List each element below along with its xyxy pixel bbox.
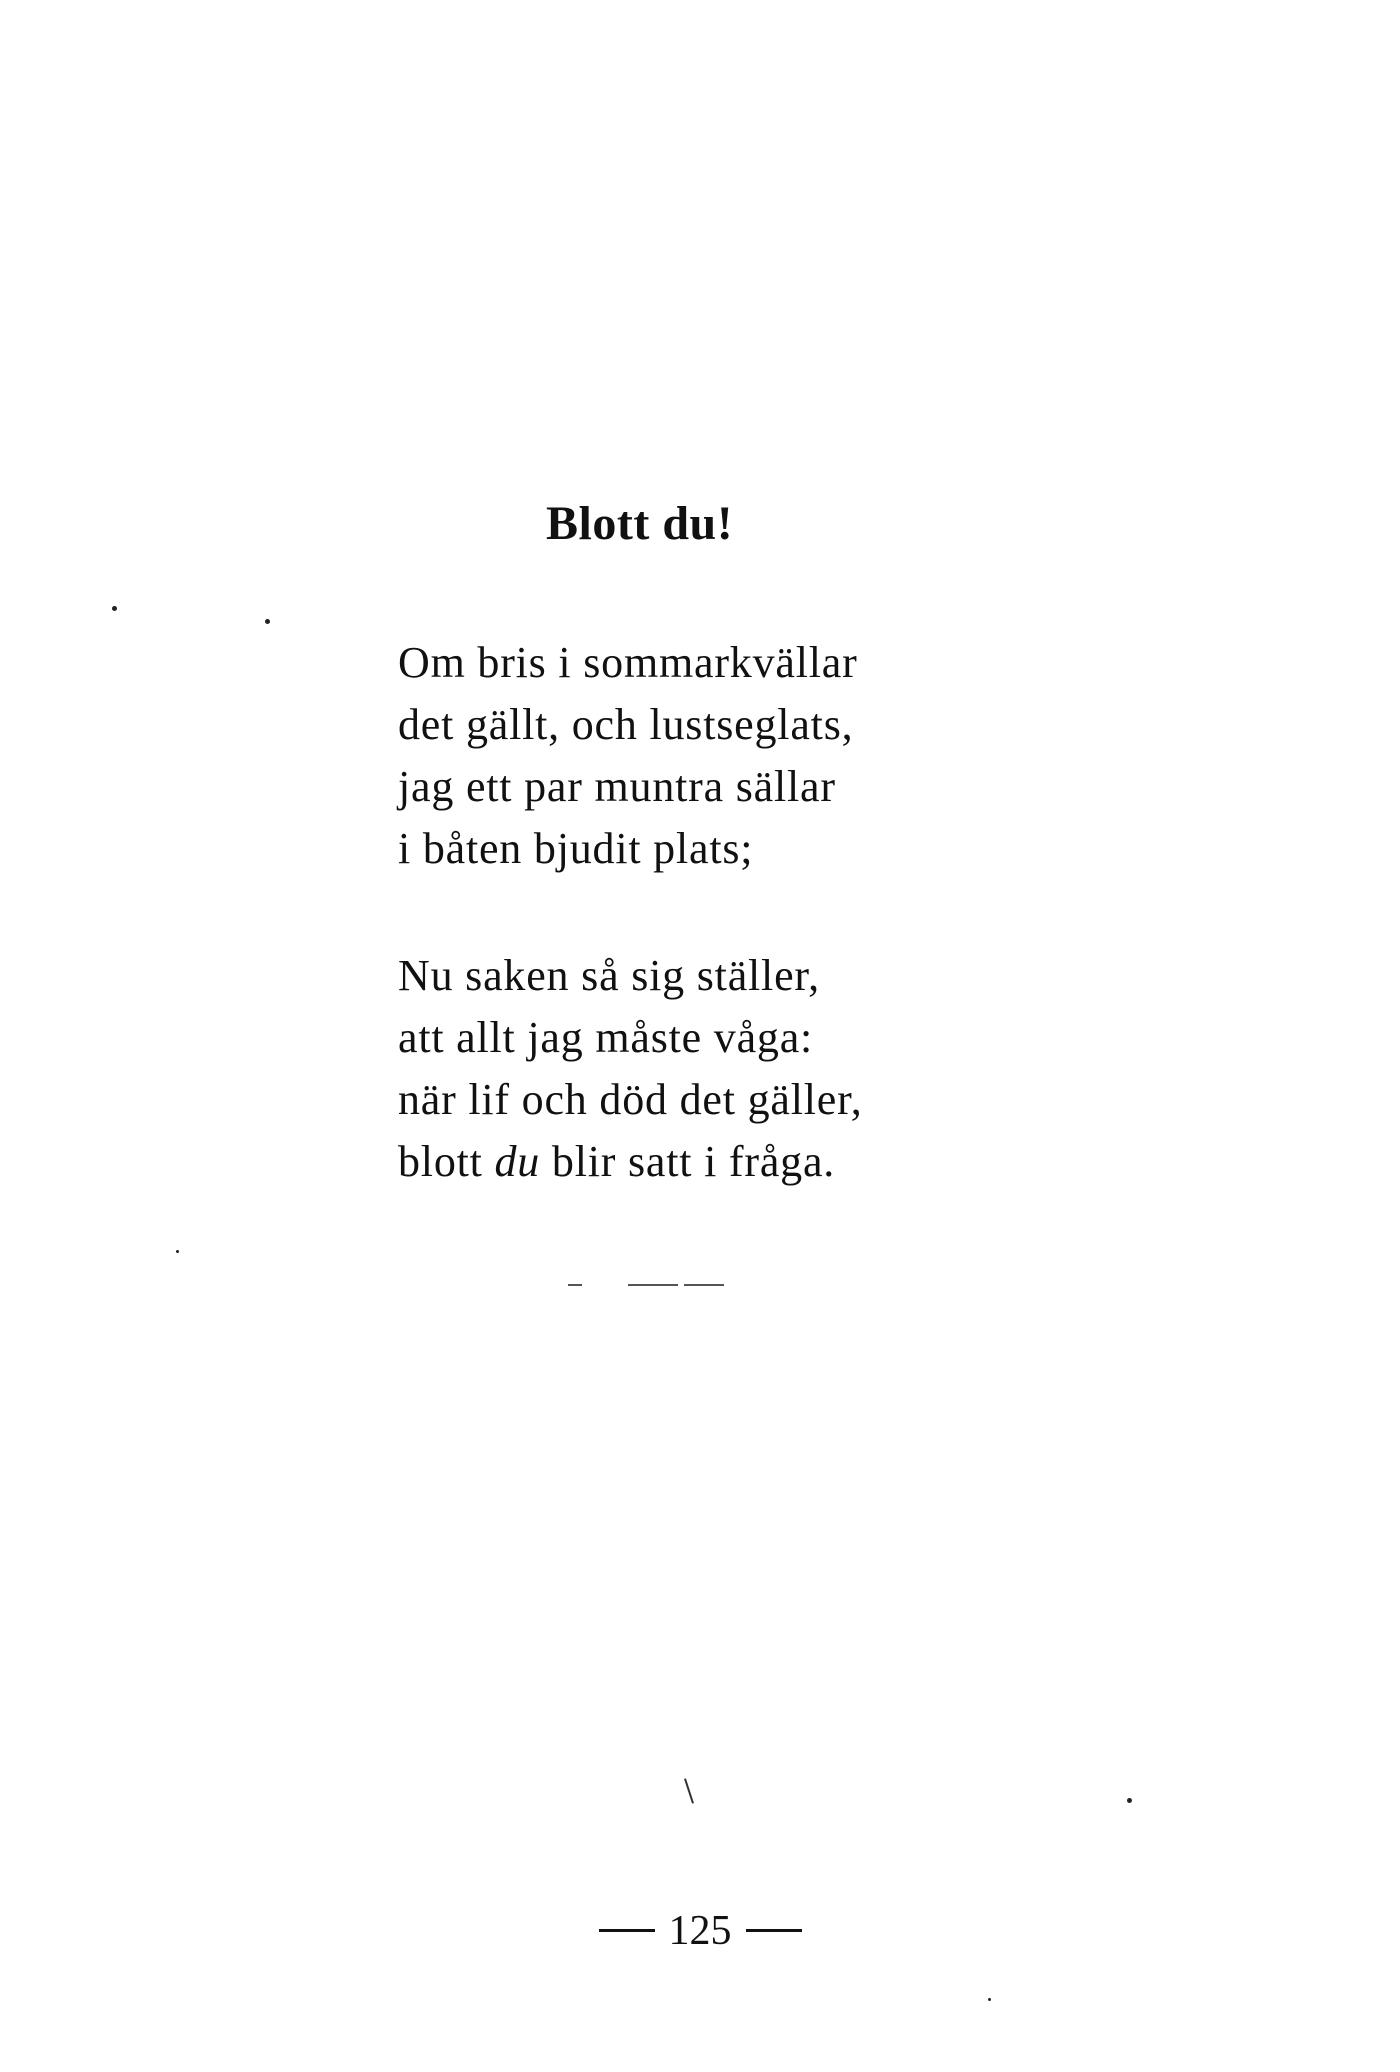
emphasized-word: du <box>494 1137 541 1186</box>
verse-line: Nu saken så sig ställer, <box>398 951 820 1000</box>
section-rule-fragment <box>684 1284 724 1286</box>
scan-stroke-mark <box>684 1778 694 1803</box>
verse-line-end: blir satt i fråga. <box>540 1137 836 1186</box>
section-rule-fragment <box>628 1284 678 1286</box>
verse-line-last <box>398 1131 863 1193</box>
em-dash-right <box>746 1929 802 1932</box>
verse-line: i båten bjudit plats; <box>398 824 754 873</box>
verse-line-start: blott <box>398 1137 495 1186</box>
verse-line: det gällt, och lustseglats, <box>398 700 854 749</box>
scan-speck <box>265 619 270 624</box>
page-number: 125 <box>668 1908 732 1954</box>
scan-speck <box>176 1250 179 1253</box>
verse-line: när lif och död det gäller, <box>398 1075 863 1124</box>
poem-title: Blott du! <box>546 497 734 550</box>
scan-speck <box>1127 1798 1132 1803</box>
scan-speck <box>112 606 117 611</box>
section-rule-fragment <box>568 1284 582 1286</box>
stanza-1 <box>398 632 858 880</box>
em-dash-left <box>599 1929 655 1932</box>
verse-line: jag ett par muntra sällar <box>398 762 836 811</box>
scan-speck <box>988 1998 991 2001</box>
page-number-line <box>0 1910 1400 1952</box>
verse-line: Om bris i sommarkvällar <box>398 638 858 687</box>
verse-line: att allt jag måste våga: <box>398 1013 814 1062</box>
stanza-2 <box>398 945 863 1193</box>
